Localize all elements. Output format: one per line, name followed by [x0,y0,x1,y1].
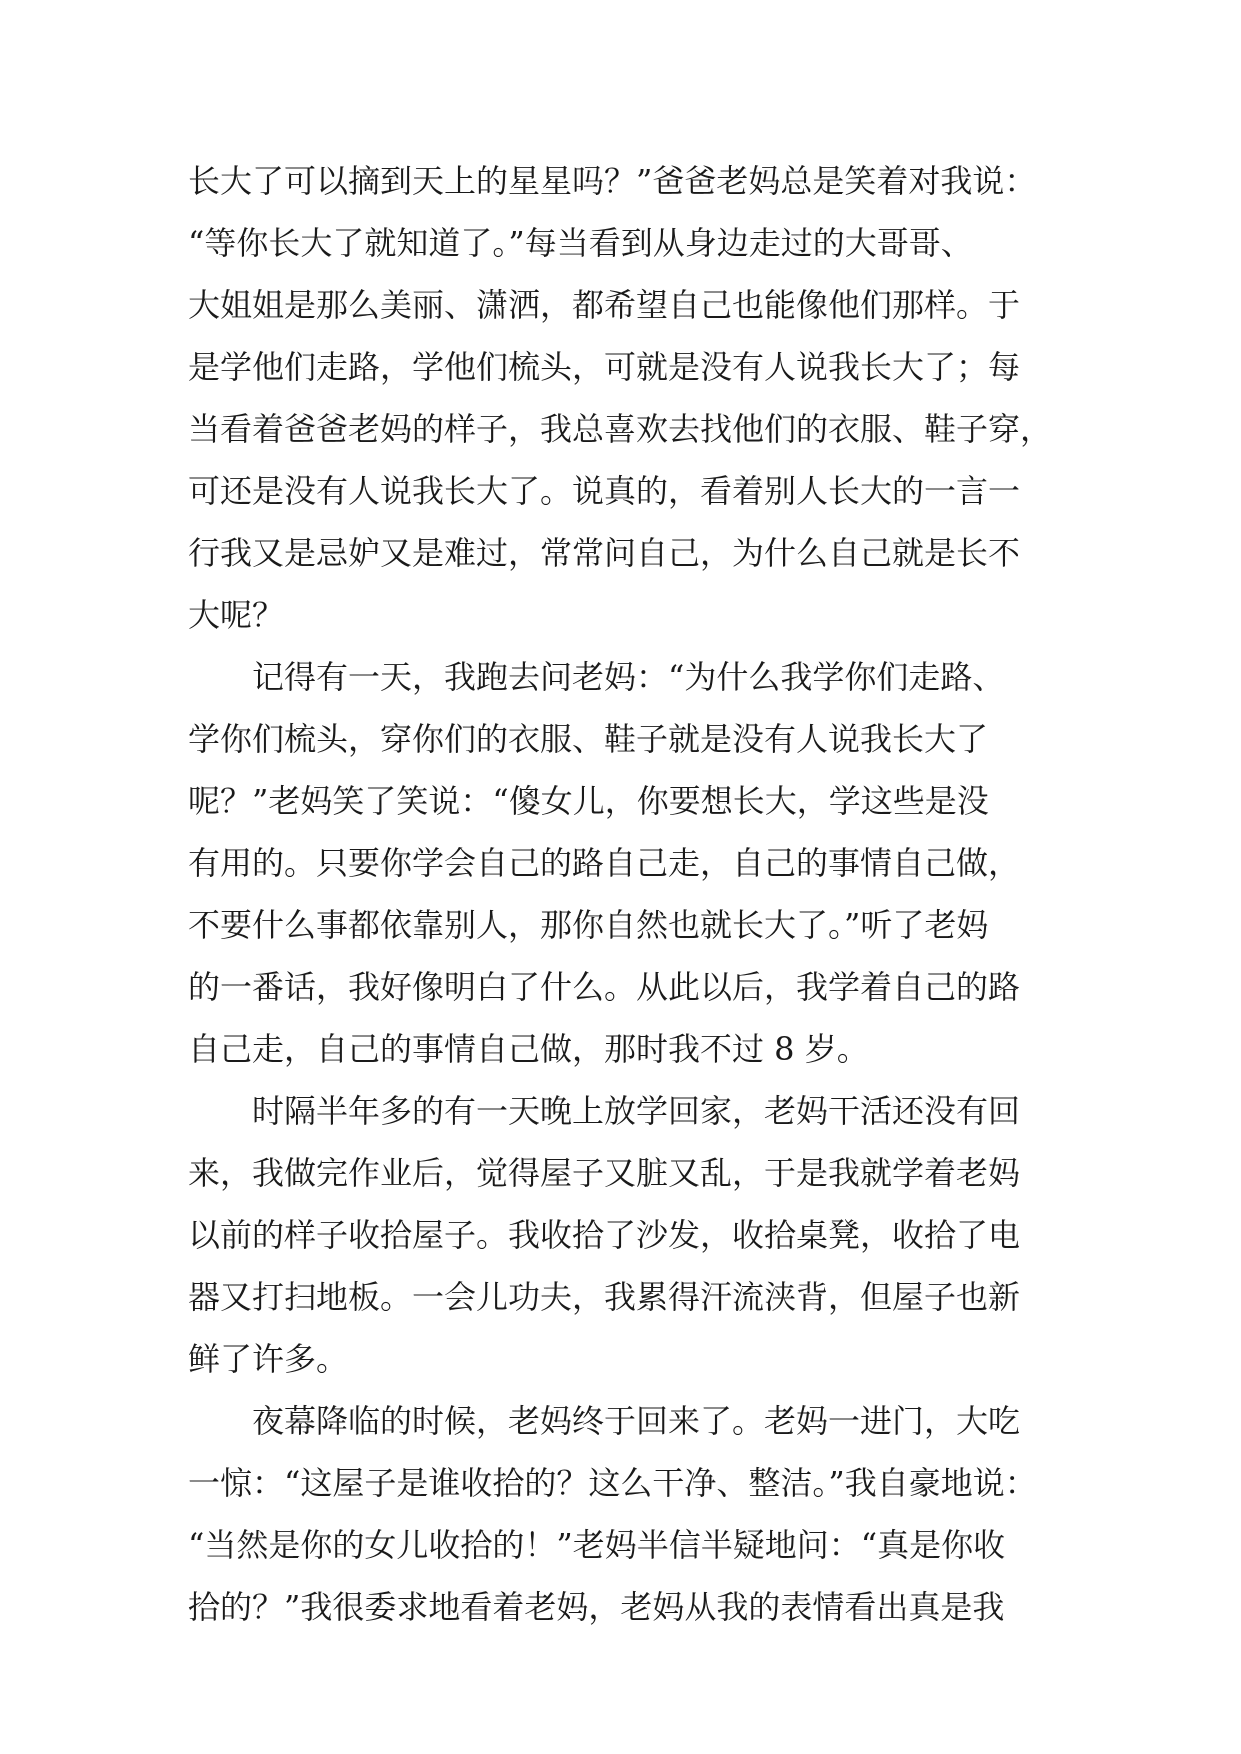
text-line: 以前的样子收拾屋子。我收拾了沙发，收拾桌凳，收拾了电 [188,1216,1021,1254]
text-line: 拾的？”我很委求地看着老妈，老妈从我的表情看出真是我 [188,1588,1005,1626]
paragraph-first-line: 记得有一天，我跑去问老妈：“为什么我学你们走路、 [252,658,1005,696]
text-line: 有用的。只要你学会自己的路自己走，自己的事情自己做， [188,844,1021,882]
text-line: 呢？”老妈笑了笑说：“傻女儿，你要想长大，学这些是没 [188,782,989,820]
text-line: 长大了可以摘到天上的星星吗？”爸爸老妈总是笑着对我说： [188,162,1037,200]
paragraph-first-line: 时隔半年多的有一天晚上放学回家，老妈干活还没有回 [252,1092,1021,1130]
text-line: 当看着爸爸老妈的样子，我总喜欢去找他们的衣服、鞋子穿， [188,410,1053,448]
text-line: 来，我做完作业后，觉得屋子又脏又乱，于是我就学着老妈 [188,1154,1021,1192]
text-line: 不要什么事都依靠别人，那你自然也就长大了。”听了老妈 [188,906,989,944]
text-line: 是学他们走路，学他们梳头，可就是没有人说我长大了；每 [188,348,1021,386]
body-text [188,150,1058,1638]
text-line: “当然是你的女儿收拾的！”老妈半信半疑地问：“真是你收 [188,1526,1006,1564]
text-line: 学你们梳头，穿你们的衣服、鞋子就是没有人说我长大了 [188,720,989,758]
text-line: 大姐姐是那么美丽、潇洒，都希望自己也能像他们那样。于 [188,286,1021,324]
text-line: 大呢？ [188,596,285,634]
text-line: 鲜了许多。 [188,1340,349,1378]
text-line: 自己走，自己的事情自己做，那时我不过 8 岁。 [188,1030,869,1068]
paragraph-first-line: 夜幕降临的时候，老妈终于回来了。老妈一进门，大吃 [252,1402,1021,1440]
text-line: 的一番话，我好像明白了什么。从此以后，我学着自己的路 [188,968,1021,1006]
text-line: 可还是没有人说我长大了。说真的，看着别人长大的一言一 [188,472,1021,510]
text-line: 一惊：“这屋子是谁收拾的？这么干净、整洁。”我自豪地说： [188,1464,1037,1502]
text-line: 器又打扫地板。一会儿功夫，我累得汗流浃背，但屋子也新 [188,1278,1021,1316]
text-line: 行我又是忌妒又是难过，常常问自己，为什么自己就是长不 [188,534,1021,572]
text-line: “等你长大了就知道了。”每当看到从身边走过的大哥哥、 [188,224,973,262]
